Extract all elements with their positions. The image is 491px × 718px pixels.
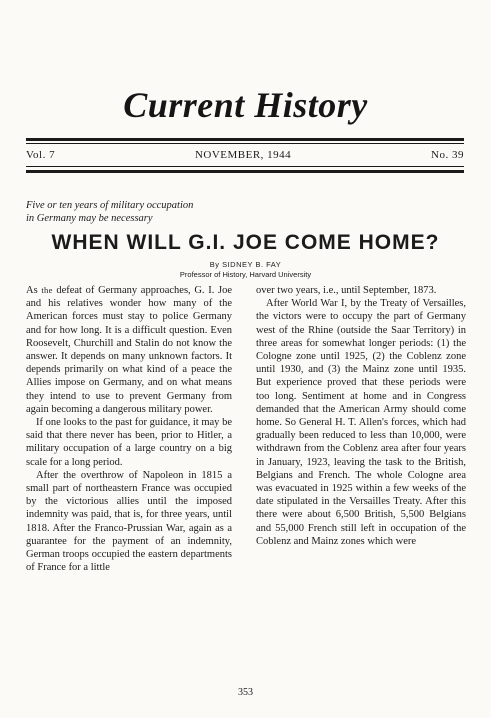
author-affiliation: Professor of History, Harvard University: [179, 270, 312, 279]
article-headline: WHEN WILL G.I. JOE COME HOME?: [51, 231, 440, 254]
kicker-line-1: Five or ten years of military occupation: [26, 200, 194, 211]
masthead-rule-top: [26, 138, 464, 141]
page-number: 353: [238, 687, 253, 698]
paragraph-text: defeat of Germany approaches, G. I. Joe and his relatives wonder how many of the American forces must stay to police Germany and for how long. It is a difficult question. Even Roosevelt, Churchill and Stalin do not know the answer. It depends on many unknown factors. It depends primarily on what kind of a peace the Allies impose on Germany, and on what means they intend to use to prevent Germany from again becoming a dangerous military power.: [26, 285, 233, 415]
masthead-title: Current History: [123, 85, 368, 125]
smallcaps-word: the: [41, 285, 53, 295]
article-kicker: [26, 199, 326, 225]
paragraph: over two years, i.e., until September, 1873.: [256, 285, 437, 296]
body-column-right: [256, 284, 466, 548]
issue-rule-thick: [26, 170, 464, 173]
volume: Vol. 7: [26, 149, 56, 161]
paragraph: After the overthrow of Napoleon in 1815 a small part of northeastern France was occupied by the victorious allies until the imposed indemnity was paid, that is, for three years, until 1818. After the Franco-Prussian War, again as a guarantee for the payment of an indemnity, German troops occupied the eastern departments of France for a little: [26, 469, 232, 574]
paragraph: [26, 284, 232, 416]
issue-number: No. 39: [431, 149, 464, 161]
article-byline: By SIDNEY B. FAY: [209, 260, 282, 269]
issue-rule-thin: [26, 166, 464, 167]
issue-date: NOVEMBER, 1944: [194, 149, 292, 161]
issue-info: [26, 149, 464, 161]
kicker-line-2: in Germany may be necessary: [26, 213, 153, 224]
paragraph: If one looks to the past for guidance, it may be said that there never has been, prior to Hitler, a military occupation of a large country on a big scale for a long period.: [26, 417, 232, 468]
body-column-left: [26, 284, 232, 574]
masthead-rule-top-thin: [26, 143, 464, 144]
paragraph: After World War I, by the Treaty of Versailles, the victors were to occupy the part of Germany west of the Rhine (outside the Saar Territory) in three areas for somewhat longer periods: (1) the Cologne zone until 1925, (2) the Coblenz zone until 1930, and (3) the Mainz zone until 1935. But experience proved that these periods were too long. Sentiment at home and in Congress demanded that the American Army should come home. So General H. T. Allen's forces, which had gradually been reduced to less than 10,000, were withdrawn from the Coblenz area after four years in January, 1923, leaving the task to the British, Belgians and French. The whole Cologne area was evacuated in 1925 within a few weeks of the date stipulated in the Versailles Treaty. After this there were about 6,500 British, 5,500 Belgians and 55,000 French still left in occupation of the Coblenz and Mainz zones which were: [256, 298, 466, 547]
dropcap-word: As: [26, 285, 38, 296]
